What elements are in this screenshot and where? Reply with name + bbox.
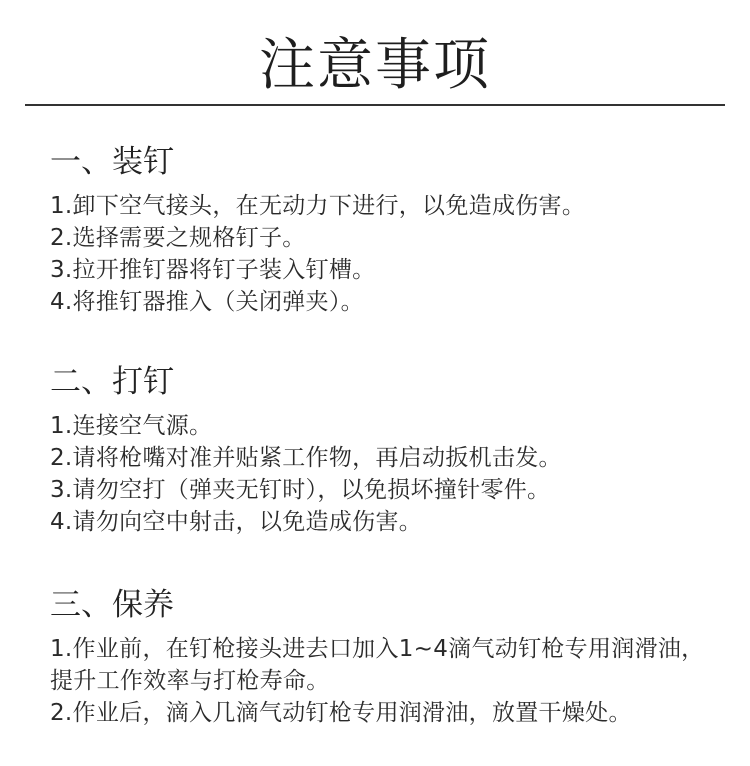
section-maintenance	[50, 583, 720, 729]
section-heading: 二、打钉	[50, 364, 174, 400]
list-item: 1.作业前，在钉枪接头进去口加入1~4滴气动钉枪专用润滑油，提升工作效率与打枪寿命。	[50, 636, 705, 694]
section-heading: 三、保养	[50, 587, 174, 623]
section-install	[50, 140, 720, 318]
list-item: 2.请将枪嘴对准并贴紧工作物，再启动扳机击发。	[50, 445, 562, 471]
list-item: 2.选择需要之规格钉子。	[50, 225, 306, 251]
list-item: 3.请勿空打（弹夹无钉时），以免损坏撞针零件。	[50, 477, 551, 503]
list-item: 4.请勿向空中射击，以免造成伤害。	[50, 509, 423, 535]
list-item: 1.连接空气源。	[50, 413, 213, 439]
title-divider	[25, 104, 725, 106]
list-item: 1.卸下空气接头，在无动力下进行，以免造成伤害。	[50, 193, 586, 219]
list-item: 2.作业后，滴入几滴气动钉枪专用润滑油，放置干燥处。	[50, 700, 632, 726]
page-title: 注意事项	[259, 33, 491, 98]
section-heading: 一、装钉	[50, 144, 174, 180]
section-nailing	[50, 360, 720, 538]
list-item: 4.将推钉器推入（关闭弹夹）。	[50, 289, 364, 315]
list-item: 3.拉开推钉器将钉子装入钉槽。	[50, 257, 376, 283]
